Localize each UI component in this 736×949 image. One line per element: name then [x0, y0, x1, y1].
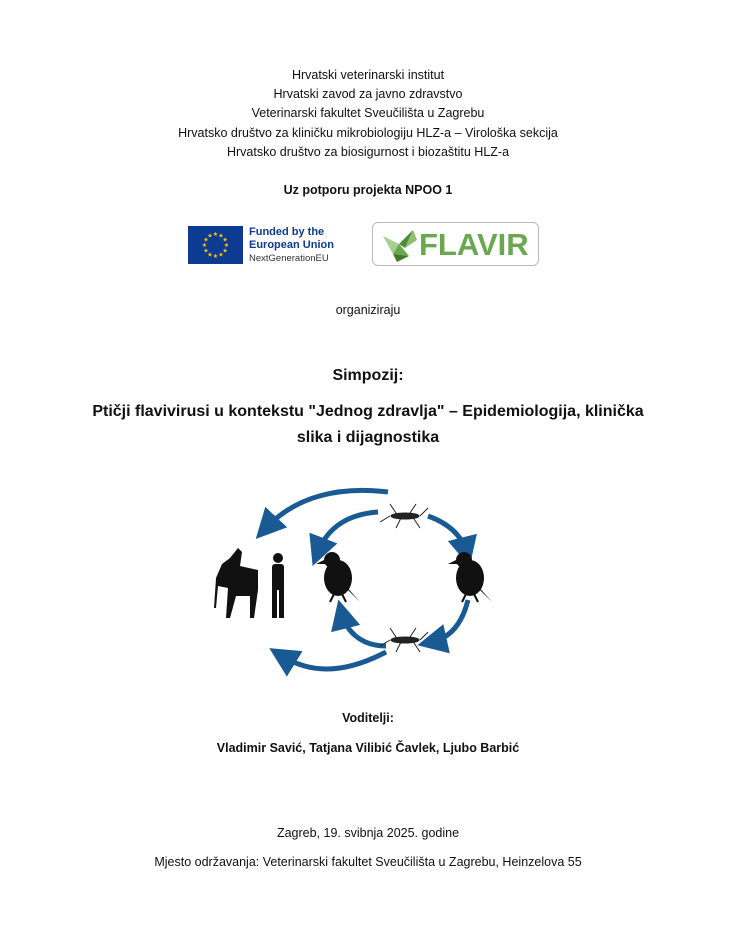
svg-text:★: ★	[207, 233, 213, 240]
eu-logo-title: Funded by the European Union	[249, 226, 334, 251]
horse-icon	[214, 548, 258, 618]
bird-icon	[448, 552, 492, 602]
support-line: Uz potporu projekta NPOO 1	[283, 183, 453, 197]
organizer: Hrvatsko društvo za kliničku mikrobiologiju HLZ-a – Virološka sekcija	[178, 125, 558, 140]
event-date: Zagreb, 19. svibnja 2025. godine	[276, 826, 460, 840]
flavir-logo	[372, 222, 539, 266]
arrow-mosquito-to-human-top	[266, 490, 388, 528]
organizer: Hrvatski veterinarski institut	[291, 68, 445, 82]
mosquito-icon	[380, 504, 428, 528]
svg-text:★: ★	[201, 243, 208, 249]
svg-text:★: ★	[212, 232, 219, 238]
origami-bird-icon	[379, 224, 419, 264]
flavir-logo-text: FLAVIR	[419, 227, 529, 262]
symposium-title: Ptičji flavivirusi u kontekstu "Jednog zdravlja" – Epidemiologija, klinička slika i dijagnostika	[92, 403, 644, 446]
organizer: Hrvatsko društvo za biosigurnost i biozaštitu HLZ-a	[226, 144, 510, 159]
svg-text:★: ★	[207, 252, 213, 259]
arrow-mosquito-to-bird-right	[428, 516, 466, 552]
eu-logo-subtitle: NextGenerationEU	[249, 253, 329, 264]
human-icon	[272, 553, 284, 618]
transmission-cycle-diagram	[200, 478, 520, 688]
hosts-names: Vladimir Savić, Tatjana Vilibić Čavlek, Ljubo Barbić	[216, 741, 520, 755]
eu-funding-logo	[188, 226, 340, 264]
eu-flag-icon	[188, 226, 243, 264]
svg-text:★: ★	[212, 254, 219, 260]
symposium-label: Simpozij:	[332, 367, 404, 384]
svg-text:★: ★	[203, 248, 209, 255]
organizer: Veterinarski fakultet Sveučilišta u Zagrebu	[251, 106, 485, 121]
arrow-mosquito-to-bird-left	[318, 512, 378, 552]
event-venue: Mjesto održavanja: Veterinarski fakultet Sveučilišta u Zagrebu, Heinzelova 55	[154, 855, 582, 869]
organizers-list	[0, 66, 736, 162]
organize-verb: organiziraju	[335, 303, 401, 317]
bird-icon	[316, 552, 360, 602]
svg-text:★: ★	[222, 237, 228, 244]
svg-text:★: ★	[203, 237, 209, 244]
svg-text:★: ★	[218, 252, 224, 259]
arrow-mosquito-to-human-bottom	[282, 652, 386, 669]
mosquito-icon	[380, 628, 428, 652]
arrow-bird-to-mosquito-bottom-right	[432, 600, 468, 642]
organizer: Hrvatski zavod za javno zdravstvo	[273, 87, 463, 102]
svg-text:★: ★	[223, 243, 230, 249]
svg-text:★: ★	[218, 233, 224, 240]
arrow-mosquito-to-bird-bottom-left	[342, 614, 386, 646]
hosts-label: Voditelji:	[342, 711, 394, 725]
svg-text:★: ★	[222, 248, 228, 255]
